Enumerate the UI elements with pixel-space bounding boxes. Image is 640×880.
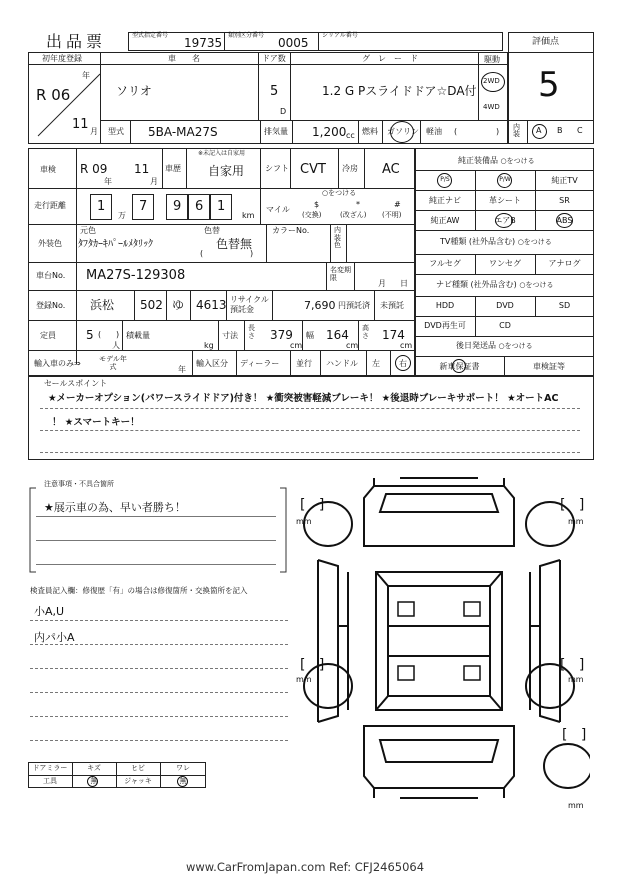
car-damage-diagram <box>288 476 590 816</box>
tire-bracket-rear-right: [ ] <box>560 657 585 673</box>
load-label: 積載量 <box>126 331 150 340</box>
length-label: 長さ <box>248 324 255 340</box>
acc-jack-value: 無 <box>179 777 187 785</box>
exchange-label: (交換) <box>302 211 322 219</box>
later-shipping-title: 後日発送品 ○をつける <box>456 341 533 350</box>
recycle-unit: 円預託済 <box>338 301 370 310</box>
equip-airbag: エアB <box>494 216 516 225</box>
car-name-label: 車名 <box>168 54 216 63</box>
paren-close: ) <box>250 249 254 258</box>
notes-label: 注意事項・不具合箇所 <box>44 480 114 488</box>
tire-bracket-spare: [ ] <box>562 727 587 743</box>
shift-label: シフト <box>265 164 289 173</box>
equip-sunroof: SR <box>559 196 570 205</box>
width-label: 幅 <box>306 331 314 340</box>
inspector-line-2: 内パ小A <box>34 631 75 644</box>
drive-label: 駆動 <box>484 55 500 64</box>
displacement-label: 排気量 <box>264 127 288 136</box>
person-unit: 人 <box>112 341 120 350</box>
tire-mm-rear-right: mm <box>568 675 584 684</box>
model-year-label: モデル年式 <box>99 355 127 372</box>
dealer-option: ディーラー <box>240 359 280 368</box>
doors-sub: D <box>280 107 287 116</box>
color-change-value: 色替無 <box>216 237 253 251</box>
drive-2wd: 2WD <box>483 77 500 85</box>
grade-value: 1.2 G Pスライドドア☆DA付 <box>322 84 477 98</box>
equip-abs: ABS <box>556 216 573 225</box>
notes-line-1: ★展示車の為、早い者勝ち！ <box>44 501 186 514</box>
import-label: 輸入車のみ⇒ <box>34 359 81 368</box>
drive-4wd: 4WD <box>483 103 500 111</box>
serial-label: シリアル番号 <box>322 32 358 39</box>
later-registration-docs: 車検証等 <box>533 362 565 371</box>
fuel-gasoline-circle <box>390 121 414 143</box>
mile-label: マイル <box>266 205 290 214</box>
footer-watermark: www.CarFromJapan.com Ref: CFJ2465064 <box>186 860 425 874</box>
chassis-value: MA27S-129308 <box>86 268 186 283</box>
tire-mm-rear-left: mm <box>296 675 312 684</box>
first-registration-label: 初年度登録 <box>42 54 82 63</box>
category-label: 類別区分番号 <box>228 32 265 39</box>
registration-area: 浜松 <box>90 298 115 312</box>
capacity-value: 5 <box>86 328 94 342</box>
tv-fullseg: フルセグ <box>429 259 461 268</box>
registration-number: 4613 <box>196 298 227 312</box>
height-value: 174 <box>382 328 405 342</box>
displacement-value: 1,200 <box>312 125 347 139</box>
car-name-value: ソリオ <box>116 84 152 98</box>
navi-dvd-playback: DVD再生可 <box>424 321 466 330</box>
tv-type-title: TV種類 (社外品含む) ○をつける <box>440 237 552 246</box>
navi-type-title: ナビ種類 (社外品含む) ○をつける <box>436 280 554 289</box>
star-mark: * <box>356 200 360 209</box>
tire-bracket-front-right: [ ] <box>560 497 585 513</box>
history-label: 車歴 <box>165 164 181 173</box>
width-cm: cm <box>346 341 359 350</box>
height-cm: cm <box>400 341 413 350</box>
sales-points-line-1: ★メーカーオプション(パワースライドドア)付き！ ★衝突被害軽減ブレーキ！ ★後退時ブレーキサポート！ ★オートAC <box>48 393 559 404</box>
navi-cd: CD <box>499 321 511 330</box>
capacity-paren-close: ) <box>116 330 120 339</box>
type-designation-number: 19735 <box>184 36 223 50</box>
inspection-label: 車検 <box>40 165 56 174</box>
hash-mark: # <box>394 200 401 209</box>
mileage-circle-note: ○をつける <box>322 189 357 197</box>
cooler-label: 冷房 <box>342 164 358 173</box>
bracket-open: ( <box>454 127 458 136</box>
handle-label: ハンドル <box>326 359 358 368</box>
name-change-label: 名変期限 <box>330 266 351 283</box>
acc-jack-label: ジャッキ <box>124 777 152 785</box>
rating-label: 評価点 <box>532 37 560 47</box>
bracket-close: ) <box>496 127 500 136</box>
mileage-digit-2: 7 <box>139 199 148 214</box>
rating-value: 5 <box>538 65 560 105</box>
equip-power-window: P/W <box>499 176 511 183</box>
interior-grade-c: C <box>577 126 583 135</box>
mileage-digit-5: 1 <box>217 199 226 214</box>
equip-genuine-tv: 純正TV <box>551 176 578 185</box>
inspection-year-suffix: 年 <box>104 177 112 186</box>
dollar-mark: $ <box>314 200 320 209</box>
inspector-line-1: 小A,U <box>34 605 65 618</box>
capacity-paren: ( <box>98 330 102 339</box>
altered-label: (改ざん) <box>340 211 367 219</box>
chassis-label: 車台No. <box>36 271 66 280</box>
interior-grade-b: B <box>557 126 563 135</box>
length-cm: cm <box>290 341 303 350</box>
tv-oneseg: ワンセグ <box>489 259 521 268</box>
model-label: 型式 <box>108 127 124 136</box>
mileage-label: 走行距離 <box>34 201 66 210</box>
color-number-label: カラーNo. <box>272 226 310 235</box>
acc-header-crack: ヒビ <box>131 764 145 772</box>
acc-tools-value: 無 <box>90 777 98 785</box>
category-number: 0005 <box>278 36 309 50</box>
cooler-value: AC <box>382 162 400 177</box>
mileage-digit-1: 1 <box>97 199 106 214</box>
acc-header-door-mirror: ドアミラー <box>32 764 68 772</box>
interior-label: 内装 <box>513 123 520 138</box>
registration-label: 登録No. <box>36 301 66 310</box>
kg-unit: kg <box>204 341 214 350</box>
grade-label: グレード <box>362 54 426 63</box>
tv-analog: アナログ <box>548 259 581 268</box>
parallel-option: 並行 <box>296 359 312 368</box>
width-value: 164 <box>326 328 349 342</box>
fuel-diesel: 軽油 <box>426 127 442 136</box>
sales-points-label: セールスポイント <box>44 379 108 388</box>
import-year-suffix: 年 <box>178 365 186 374</box>
inspection-month-suffix: 月 <box>150 177 158 186</box>
tire-bracket-rear-left: [ ] <box>300 657 325 673</box>
recycle-value: 7,690 <box>304 299 336 312</box>
dimensions-label: 寸法 <box>222 331 238 340</box>
sales-points-line-2: ！ ★スマートキー！ <box>52 417 140 428</box>
length-value: 379 <box>270 328 293 342</box>
doors-label: ドア数 <box>262 54 286 63</box>
equip-leather-seat: 革シート <box>489 196 521 205</box>
recycle-label: リサイクル預託金 <box>230 295 269 314</box>
navi-sd: SD <box>558 301 571 310</box>
acc-tools-circle <box>87 776 98 787</box>
equip-genuine-navi: 純正ナビ <box>429 196 461 205</box>
exterior-label: 外装色 <box>38 239 62 248</box>
later-warranty: 新車保証書 <box>439 362 480 371</box>
paren-open: ( <box>200 249 204 258</box>
shift-value: CVT <box>300 162 326 177</box>
original-color-value: ﾀﾌﾀｶｰｷﾊﾟｰﾙﾒﾀﾘｯｸ <box>78 239 153 250</box>
equip-genuine-aw: 純正AW <box>430 216 460 225</box>
not-deposited: 未預託 <box>380 301 404 310</box>
history-note: ※未記入は自家用 <box>198 150 246 157</box>
capacity-label: 定員 <box>40 331 56 340</box>
fuel-label: 燃料 <box>362 127 378 136</box>
form-title: 出品票 <box>46 32 107 51</box>
inspection-year: R 09 <box>80 162 108 176</box>
later-warranty-circle <box>452 359 466 373</box>
acc-header-scratch: キズ <box>87 764 101 772</box>
first-registration-year: R 06 <box>36 86 71 104</box>
acc-header-break: ワレ <box>176 764 190 772</box>
fuel-gasoline: ガソリン <box>387 127 419 136</box>
type-designation-label: 型式指定番号 <box>132 32 169 39</box>
left-hand-option: 左 <box>372 359 380 368</box>
inspector-label: 検査員記入欄：修復歴「有」の場合は修復箇所・交換箇所を記入 <box>30 586 248 595</box>
interior-grade-a: A <box>536 126 542 135</box>
name-change-month: 月 <box>378 279 386 288</box>
year-suffix: 年 <box>82 71 90 80</box>
diagonal-divider <box>28 64 100 144</box>
unknown-label: (不明) <box>382 211 402 219</box>
color-change-label: 色替 <box>204 226 220 235</box>
km-unit: km <box>242 211 255 220</box>
interior-color-label: 内装色 <box>334 226 341 250</box>
cc-unit: cc <box>346 131 355 140</box>
original-color-label: 元色 <box>80 226 96 235</box>
navi-dvd: DVD <box>496 301 514 310</box>
right-hand-option: 右 <box>399 359 407 368</box>
history-value: 自家用 <box>208 164 245 178</box>
inspection-month: 11 <box>134 162 150 176</box>
equipment-title: 純正装備品 ○をつける <box>458 156 535 165</box>
tire-bracket-front-left: [ ] <box>300 497 325 513</box>
registration-kana: ゆ <box>172 298 185 312</box>
first-registration-month: 11 <box>72 117 89 132</box>
tire-mm-front-right: mm <box>568 517 584 526</box>
equip-power-steering-circle <box>437 173 452 188</box>
registration-class: 502 <box>140 298 163 312</box>
equip-abs-circle <box>556 213 573 228</box>
name-change-day: 日 <box>400 279 408 288</box>
acc-tools-label: 工具 <box>43 777 57 785</box>
acc-jack-circle <box>177 776 188 787</box>
height-label: 高さ <box>362 324 369 340</box>
right-hand-circle <box>395 355 411 371</box>
model-value: 5BA-MA27S <box>148 125 218 139</box>
equip-power-window-circle <box>497 173 512 188</box>
mileage-digit-3: 9 <box>173 199 182 214</box>
doors-value: 5 <box>270 84 279 99</box>
mileage-digit-4: 6 <box>195 199 204 214</box>
equip-power-steering: P/S <box>440 176 450 183</box>
equip-airbag-circle <box>495 213 513 228</box>
man-unit: 万 <box>118 211 126 220</box>
month-suffix: 月 <box>90 127 98 136</box>
navi-hdd: HDD <box>435 301 455 310</box>
tire-mm-spare: mm <box>568 801 584 810</box>
tire-mm-front-left: mm <box>296 517 312 526</box>
import-type-label: 輸入区分 <box>196 359 228 368</box>
